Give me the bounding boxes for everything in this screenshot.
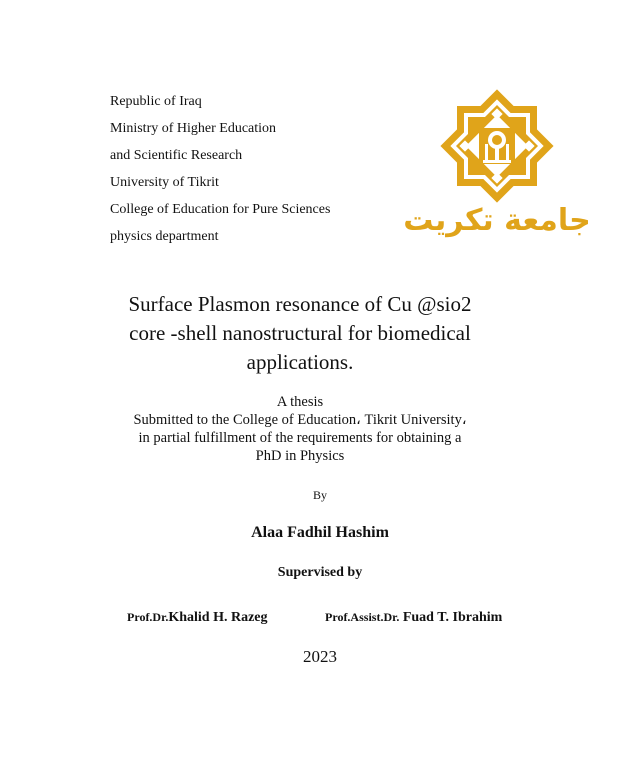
thesis-title	[0, 290, 600, 377]
supervisor-1-prefix: Prof.Dr.	[127, 610, 169, 624]
supervisor-1	[127, 610, 268, 626]
thesis-line-2: Submitted to the College of Education، Tikrit University،	[133, 412, 467, 428]
thesis-line-1: A thesis	[276, 394, 324, 410]
title-line-3: applications.	[246, 350, 354, 374]
supervisor-2-prefix: Prof.Assist.Dr.	[325, 610, 400, 624]
year: 2023	[303, 647, 337, 666]
supervised-by-label: Supervised by	[277, 565, 363, 580]
university-of-tikrit-logo-icon	[403, 88, 591, 238]
institution-line-republic: Republic of Iraq	[110, 94, 202, 109]
supervisor-1-name: Khalid H. Razeg	[168, 610, 268, 625]
thesis-line-3: in partial fulfillment of the requirements for obtaining a	[138, 430, 462, 446]
university-logo	[403, 88, 591, 238]
logo-arabic-text: جامعة تكريت	[403, 203, 591, 238]
title-line-1: Surface Plasmon resonance of Cu @sio2	[128, 292, 472, 316]
institution-line-department: physics department	[110, 229, 219, 244]
by-label: By	[312, 488, 327, 502]
author-name: Alaa Fadhil Hashim	[251, 524, 389, 541]
institution-block	[110, 88, 330, 250]
institution-line-ministry: Ministry of Higher Education	[110, 121, 277, 136]
institution-line-university: University of Tikrit	[110, 175, 219, 190]
institution-line-research: and Scientific Research	[110, 148, 243, 163]
supervisor-2-name: Fuad T. Ibrahim	[402, 610, 503, 625]
title-line-2: core -shell nanostructural for biomedical	[129, 321, 471, 345]
supervisor-2	[325, 610, 502, 626]
thesis-statement	[0, 393, 600, 465]
thesis-line-4: PhD in Physics	[255, 448, 345, 464]
institution-line-college: College of Education for Pure Sciences	[110, 202, 331, 217]
